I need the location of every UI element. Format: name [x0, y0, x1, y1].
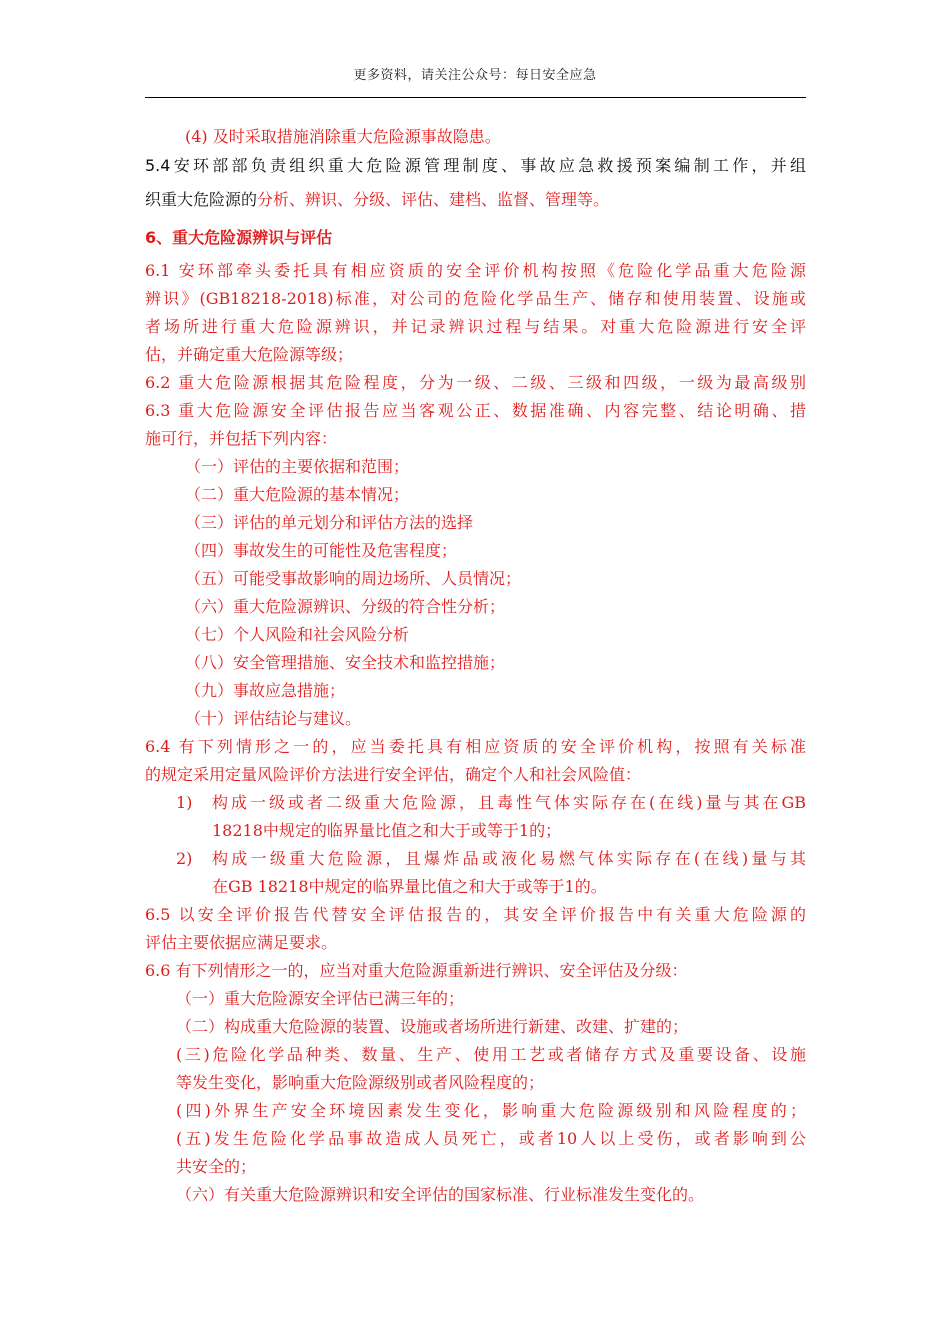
sec5-4-line1 — [145, 156, 806, 176]
p66-line: 6.6 有下列情形之一的，应当对重大危险源重新进行辨识、安全评估及分级： — [145, 961, 688, 980]
p64-item-number: 1) — [176, 793, 193, 812]
sec5-4-line2-red: 分析、辨识、分级、评估、建档、监督、管理等。 — [257, 190, 610, 209]
p64-item-number: 2) — [176, 849, 193, 868]
p66-item: （一）重大危险源安全评估已满三年的； — [176, 989, 465, 1008]
p66-item: (五)发生危险化学品事故造成人员死亡，或者10人以上受伤，或者影响到公 — [176, 1129, 806, 1148]
p66-item: (四)外界生产安全环境因素发生变化，影响重大危险源级别和风险程度的； — [176, 1101, 806, 1120]
p61-line: 估，并确定重大危险源等级； — [145, 345, 354, 364]
contents-item: （四）事故发生的可能性及危害程度； — [185, 541, 458, 560]
section-6-heading: 6、重大危险源辨识与评估 — [145, 228, 333, 247]
p66-item: （六）有关重大危险源辨识和安全评估的国家标准、行业标准发生变化的。 — [176, 1185, 705, 1204]
p66-item: （二）构成重大危险源的装置、设施或者场所进行新建、改建、扩建的； — [176, 1017, 689, 1036]
sec5-4-text: 安环部部负责组织重大危险源管理制度、事故应急救援预案编制工作，并组 — [170, 156, 806, 175]
p65-line: 6.5 以安全评价报告代替安全评估报告的，其安全评价报告中有关重大危险源的 — [145, 905, 806, 924]
p63-line: 施可行，并包括下列内容： — [145, 429, 338, 448]
sec5-4-line2 — [145, 190, 806, 210]
p64-item-line: 构成一级或者二级重大危险源，且毒性气体实际存在(在线)量与其在GB — [212, 793, 806, 812]
p65-line: 评估主要依据应满足要求。 — [145, 933, 338, 952]
p64-item-line: 构成一级重大危险源，且爆炸品或液化易燃气体实际存在(在线)量与其 — [212, 849, 806, 868]
p64-line: 6.4 有下列情形之一的，应当委托具有相应资质的安全评价机构，按照有关标准 — [145, 737, 806, 756]
contents-item: （八）安全管理措施、安全技术和监控措施； — [185, 653, 506, 672]
contents-item: （九）事故应急措施； — [185, 681, 346, 700]
sec5-item4: (4) 及时采取措施消除重大危险源事故隐患。 — [185, 127, 501, 146]
p62-line: 6.2 重大危险源根据其危险程度，分为一级、二级、三级和四级，一级为最高级别 — [145, 373, 806, 392]
p64-item-line: 在GB 18218中规定的临界量比值之和大于或等于1的。 — [212, 877, 607, 896]
contents-item: （二）重大危险源的基本情况； — [185, 485, 410, 504]
p66-item: 共安全的； — [176, 1157, 257, 1176]
sec5-4-line2-black: 织重大危险源的 — [145, 190, 258, 209]
p64-item-line: 18218中规定的临界量比值之和大于或等于1的； — [212, 821, 562, 840]
contents-item: （五）可能受事故影响的周边场所、人员情况； — [185, 569, 522, 588]
header-divider — [145, 97, 806, 98]
p61-line: 6.1 安环部牵头委托具有相应资质的安全评价机构按照《危险化学品重大危险源 — [145, 261, 806, 280]
p66-item: (三)危险化学品种类、数量、生产、使用工艺或者储存方式及重要设备、设施 — [176, 1045, 806, 1064]
p66-item: 等发生变化，影响重大危险源级别或者风险程度的； — [176, 1073, 545, 1092]
p63-line: 6.3 重大危险源安全评估报告应当客观公正、数据准确、内容完整、结论明确、措 — [145, 401, 806, 420]
p61-line: 者场所进行重大危险源辨识，并记录辨识过程与结果。对重大危险源进行安全评 — [145, 317, 806, 336]
p64-line: 的规定采用定量风险评价方法进行安全评估，确定个人和社会风险值： — [145, 765, 642, 784]
p61-line: 辨识》(GB18218-2018)标准，对公司的危险化学品生产、储存和使用装置、设施或 — [145, 289, 806, 308]
contents-item: （一）评估的主要依据和范围； — [185, 457, 410, 476]
contents-item: （三）评估的单元划分和评估方法的选择 — [185, 513, 474, 532]
sec5-4-number: 5.4 — [145, 156, 171, 175]
page-header: 更多资料，请关注公众号：每日安全应急 — [353, 68, 597, 83]
contents-item: （十）评估结论与建议。 — [185, 709, 362, 728]
contents-item: （七）个人风险和社会风险分析 — [185, 625, 410, 644]
contents-item: （六）重大危险源辨识、分级的符合性分析； — [185, 597, 506, 616]
